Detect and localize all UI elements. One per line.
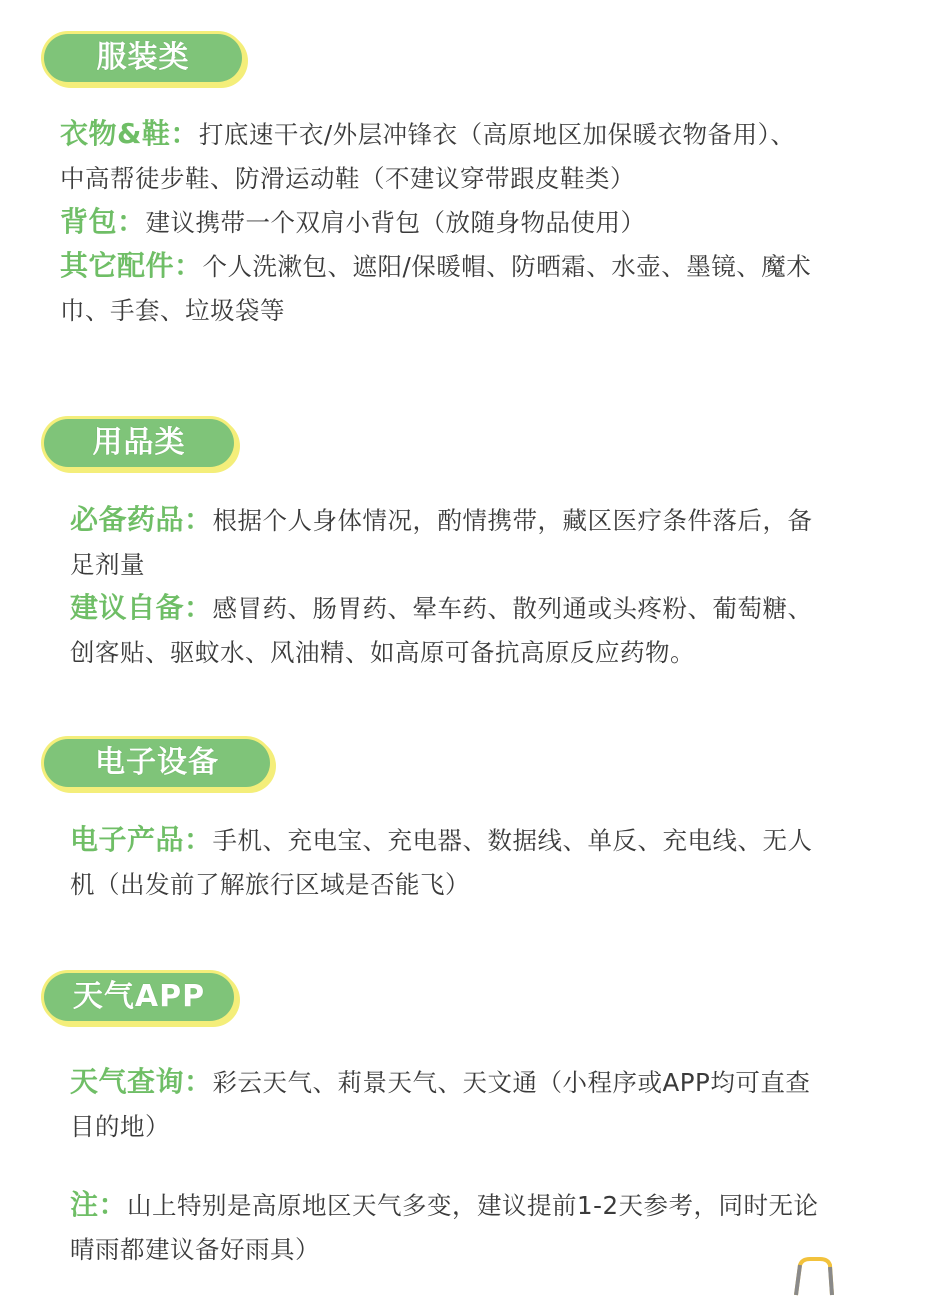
paragraph-electronic-products	[70, 818, 813, 907]
text-line: 打底速干衣/外层冲锋衣（高原地区加保暖衣物备用）、	[198, 120, 796, 149]
text-line: 中高帮徒步鞋、防滑运动鞋（不建议穿带跟皮鞋类）	[60, 164, 635, 193]
text-line: 晴雨都建议备好雨具）	[70, 1235, 320, 1264]
paragraph-note	[70, 1183, 819, 1272]
text-line: 巾、手套、垃圾袋等	[60, 296, 285, 325]
paragraph-weather-query	[70, 1060, 810, 1149]
text-line: 创客贴、驱蚊水、风油精、如高原可备抗高原反应药物。	[70, 638, 695, 667]
text-line: 足剂量	[70, 550, 145, 579]
text-line: 彩云天气、莉景天气、天文通（小程序或APP均可直查	[212, 1068, 811, 1097]
text-line: 手机、充电宝、充电器、数据线、单反、充电线、无人	[212, 826, 813, 855]
section-title-supplies: 用品类	[44, 419, 234, 467]
section-title-clothing: 服装类	[44, 34, 242, 82]
text-line: 个人洗漱包、遮阳/保暖帽、防晒霜、水壶、墨镜、魔术	[202, 252, 812, 281]
text-line: 建议携带一个双肩小背包（放随身物品使用）	[145, 208, 646, 237]
label-electronic-products: 电子产品：	[70, 823, 213, 856]
paragraph-essential-medicine	[70, 498, 813, 587]
paragraph-backpack	[60, 200, 646, 245]
text-line: 目的地）	[70, 1112, 170, 1141]
suitcase-handle-icon	[790, 1255, 834, 1299]
text-line: 山上特别是高原地区天气多变，建议提前1-2天参考，同时无论	[127, 1191, 819, 1220]
section-title-electronics: 电子设备	[44, 739, 270, 787]
label-clothes-shoes: 衣物&鞋：	[60, 117, 199, 150]
label-note: 注：	[70, 1188, 128, 1221]
paragraph-clothes-shoes	[60, 112, 795, 201]
label-other-accessories: 其它配件：	[60, 249, 203, 282]
paragraph-other-accessories	[60, 244, 811, 333]
paragraph-suggested-items	[70, 586, 813, 675]
label-weather-query: 天气查询：	[70, 1065, 213, 1098]
text-line: 机（出发前了解旅行区域是否能飞）	[70, 870, 470, 899]
label-essential-medicine: 必备药品：	[70, 503, 213, 536]
text-line: 根据个人身体情况，酌情携带，藏区医疗条件落后，备	[212, 506, 813, 535]
text-line: 感冒药、肠胃药、晕车药、散列通或头疼粉、葡萄糖、	[212, 594, 813, 623]
label-backpack: 背包：	[60, 205, 146, 238]
section-title-weather-app: 天气APP	[44, 973, 234, 1021]
label-suggested-items: 建议自备：	[70, 591, 213, 624]
